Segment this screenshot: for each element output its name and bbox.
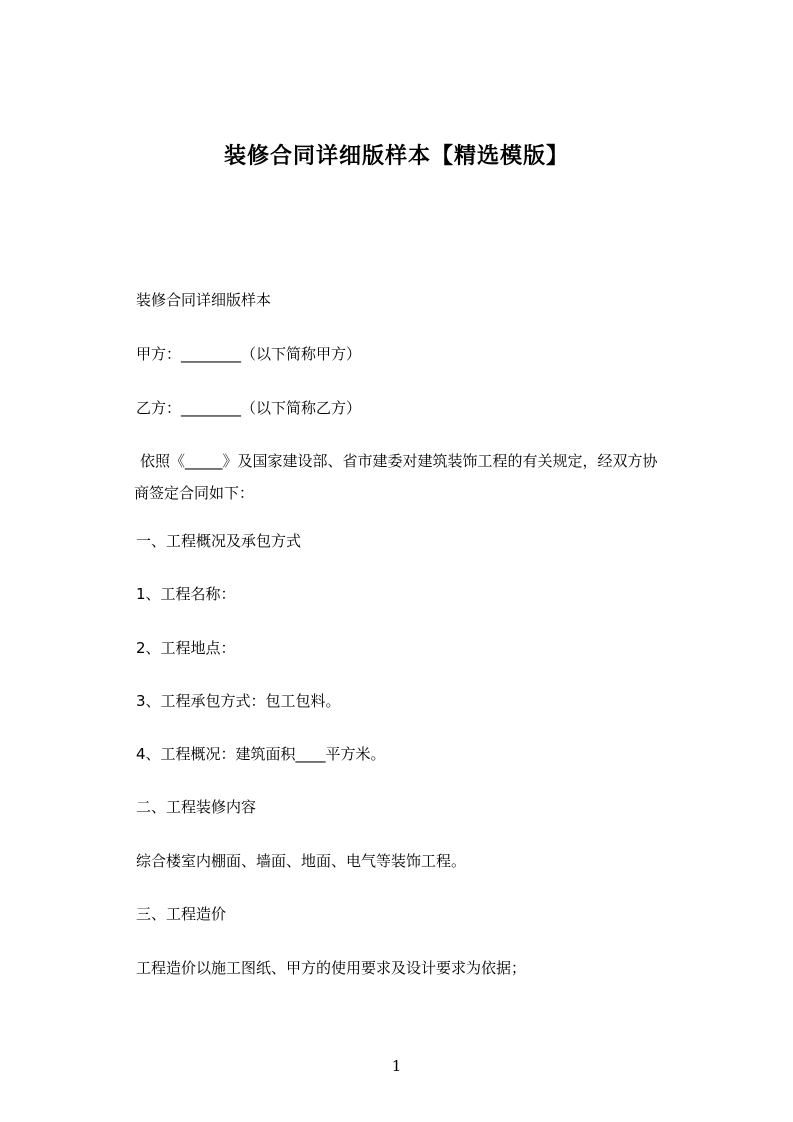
preamble-paragraph	[136, 445, 712, 509]
cost-basis-paragraph: 工程造价以施工图纸、甲方的使用要求及设计要求为依据；	[136, 959, 527, 977]
party-a-line: 甲方：________（以下简称甲方）	[136, 345, 362, 363]
contract-method-item: 3、工程承包方式：包工包料。	[136, 692, 341, 710]
project-name-item: 1、工程名称：	[136, 585, 236, 603]
project-overview-item: 4、工程概况：建筑面积____平方米。	[136, 745, 386, 763]
subtitle-paragraph: 装修合同详细版样本	[136, 291, 272, 309]
party-b-line: 乙方：________（以下简称乙方）	[136, 399, 362, 417]
section-heading-3: 三、工程造价	[136, 905, 227, 923]
project-location-item: 2、工程地点：	[136, 639, 236, 657]
preamble-line-1: 依照《_____》及国家建设部、省市建委对建筑装饰工程的有关规定，经双方协	[140, 452, 658, 470]
preamble-line-2: 商签定合同如下：	[134, 484, 255, 502]
section-heading-2: 二、工程装修内容	[136, 798, 257, 816]
document-title: 装修合同详细版样本【精选模版】	[223, 144, 569, 169]
page-number: 1	[391, 1057, 402, 1075]
decoration-content-paragraph: 综合楼室内棚面、墙面、地面、电气等装饰工程。	[136, 852, 467, 870]
section-heading-1: 一、工程概况及承包方式	[136, 532, 302, 550]
